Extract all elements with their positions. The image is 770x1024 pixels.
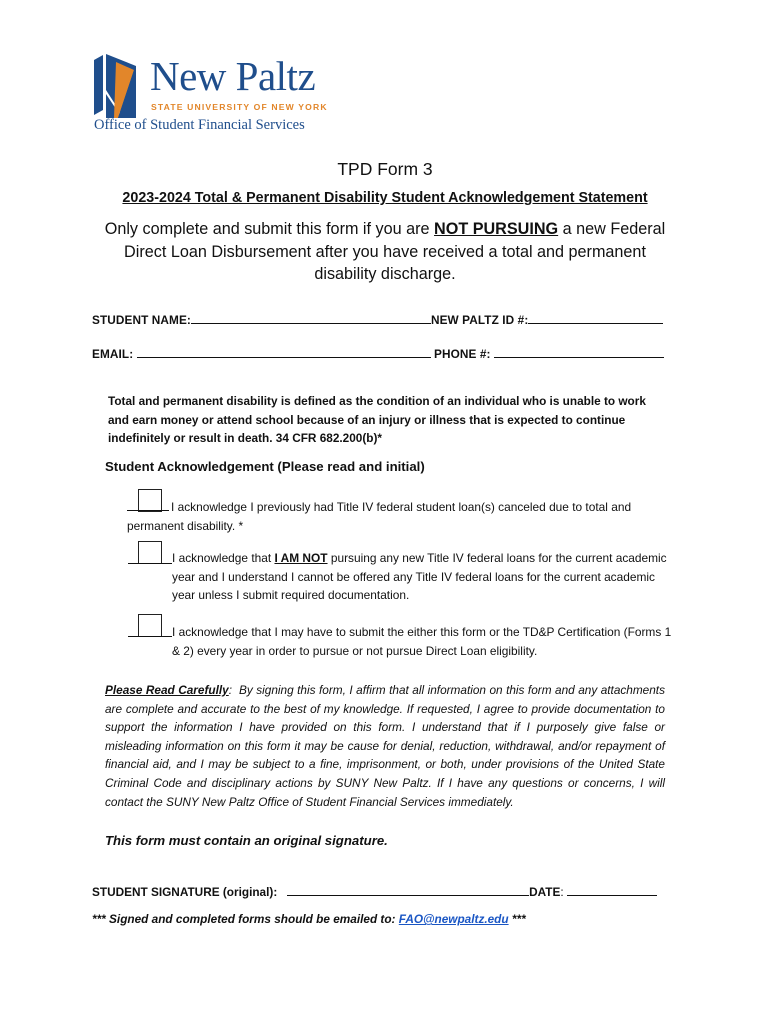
- emailed-before: *** Signed and completed forms should be emailed to:: [92, 912, 396, 926]
- email-instructions: [92, 912, 526, 926]
- read-carefully-body: By signing this form, I affirm that all information on this form and any attachments are complete and accurate to the best of my knowledge. If requested, I agree to provide documentation to support the information I have provided on this form. I understand that if I purposely give false or misleading information on this form it may be cause for denial, reduction, withdrawal, and/or repayment of financial aid, and I may be subject to a fine, imprisonment, or both, under provisions of the United State Criminal Code and disciplinary actions by SUNY New Paltz. If I have any questions or concerns, I will contact the SUNY New Paltz Office of Student Financial Services immediately.: [105, 683, 665, 809]
- ack1-initial-line: [127, 498, 169, 511]
- acknowledgement-heading: Student Acknowledgement (Please read and initial): [105, 459, 425, 474]
- ack1-text: I acknowledge I previously had Title IV federal student loan(s) canceled due to total and permanent disability. *: [127, 500, 632, 533]
- ack2-initial-checkbox[interactable]: [138, 541, 162, 564]
- read-carefully-lead: Please Read Carefully: [105, 683, 229, 697]
- fao-email-link[interactable]: FAO@newpaltz.edu: [398, 912, 509, 926]
- email-phone-row: [92, 346, 664, 361]
- new-paltz-id-label: NEW PALTZ ID #:: [430, 313, 529, 327]
- read-carefully-statement: [105, 681, 665, 811]
- read-carefully-colon: :: [228, 683, 232, 697]
- ack2-emphasis: I AM NOT: [274, 551, 328, 565]
- date-label: DATE: [529, 885, 561, 899]
- intro-before: Only complete and submit this form if you are: [104, 220, 430, 238]
- ack3-text: I acknowledge that I may have to submit the either this form or the TD&P Certification (Forms 1 & 2) every year in order to pursue or not pursue Direct Loan eligibility.: [172, 625, 672, 658]
- student-name-field[interactable]: [191, 312, 431, 324]
- ack2-item: [172, 549, 672, 605]
- name-id-row: [92, 312, 663, 327]
- ack3-item: [172, 623, 672, 660]
- email-field[interactable]: [137, 346, 431, 358]
- new-paltz-id-field[interactable]: [528, 312, 663, 324]
- signature-label: STUDENT SIGNATURE (original):: [92, 885, 278, 899]
- original-signature-note: This form must contain an original signature.: [105, 833, 388, 848]
- intro-after: a new Federal Direct Loan Disbursement after you have received a total and permanent disability discharge.: [124, 220, 666, 283]
- phone-label: PHONE #:: [434, 347, 491, 361]
- signature-field[interactable]: [287, 884, 529, 896]
- ack3-initial-checkbox[interactable]: [138, 614, 162, 637]
- office-name: Office of Student Financial Services: [94, 117, 305, 133]
- date-field[interactable]: [567, 884, 657, 896]
- form-title: TPD Form 3: [337, 159, 433, 179]
- emailed-after: ***: [511, 912, 526, 926]
- email-label: EMAIL:: [92, 347, 134, 361]
- intro-emphasis: NOT PURSUING: [434, 220, 559, 238]
- phone-field[interactable]: [494, 346, 664, 358]
- logo-wordmark: New Paltz: [150, 53, 316, 99]
- ack1-item: [127, 498, 672, 535]
- ack2-after: pursuing any new Title IV federal loans for the current academic year and I understand I cannot be offered any Title IV federal loans for the current academic year unless I submit required documentation.: [172, 551, 667, 602]
- form-subtitle: 2023-2024 Total & Permanent Disability Student Acknowledgement Statement: [122, 190, 648, 206]
- disability-definition: Total and permanent disability is defined as the condition of an individual who is unable to work and earn money or attend school because of an injury or illness that is expected to continue indefinitely or result in death. 34 CFR 682.200(b)*: [108, 394, 646, 445]
- signature-row: [92, 884, 657, 899]
- student-name-label: STUDENT NAME:: [92, 313, 191, 327]
- ack2-before: I acknowledge that: [172, 551, 272, 565]
- date-colon: :: [560, 885, 564, 899]
- ack3-initial-line: [128, 636, 172, 637]
- ack2-initial-line: [128, 563, 172, 564]
- logo-subtitle: STATE UNIVERSITY OF NEW YORK: [151, 102, 328, 112]
- intro-text: [96, 218, 674, 286]
